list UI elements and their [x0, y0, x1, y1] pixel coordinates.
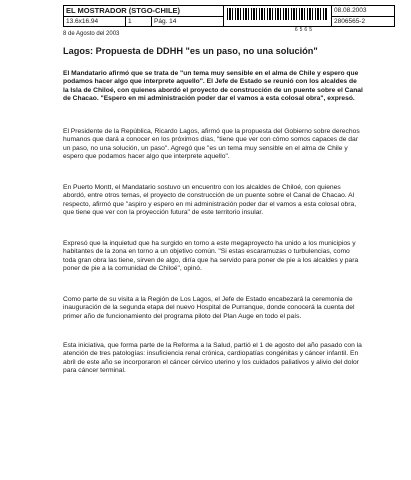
article-paragraph-3: Expresó que la inquietud que ha surgido en torno a este megaproyecto ha unido a los municipios y habitantes de la zona en torno a un objetivo común. "Si estas escaramuzas o turbulencias, como toda gran obra las tiene, sirven de algo, diría que ha servido para poner de pie a los alcaldes y para poner de pie a la comunidad de Chiloé", opinó. [63, 240, 359, 272]
page-number: Pág. 14 [152, 17, 224, 27]
barcode-icon [227, 8, 327, 20]
barcode-text: 6565 [294, 27, 314, 33]
article-paragraph-4: Como parte de su visita a la Región de Los Lagos, el Jefe de Estado encabezará la ceremonia de inauguración de la segunda etapa del nuevo Hospital de Purranque, donde conocerá la cuenta del primer año de funcionamiento del programa piloto del Plan Auge en todo el país. [63, 296, 355, 320]
barcode [224, 6, 332, 27]
article-paragraph-5: Esta iniciativa, que forma parte de la Reforma a la Salud, partió el 1 de agosto del año pasado con la atención de tres patologías: insuficiencia renal crónica, cardiopatías congénitas y cáncer infantil. En abril de este año se incorporaron el cáncer cérvico uterino y los cuidados paliativos y alivio del dolor para cáncer terminal. [63, 342, 362, 374]
article-lead: El Mandatario afirmó que se trata de "un tema muy sensible en el alma de Chile y espero que podamos hacer algo que interprete aquello". El Jefe de Estado se reunió con los alcaldes de la Isla de Chiloé, con quienes abordó el proyecto de construcción de un puente sobre el Canal de Chacao. "Espero en mi administración poder dar el vamos a esta colosal obra", expresó. [63, 70, 363, 102]
publication-date: 8 de Agosto del 2003 [63, 31, 120, 37]
clipping-date: 08.08.2003 [332, 6, 395, 17]
clipping-number: 1 [126, 17, 152, 27]
clipping-header [63, 5, 395, 33]
article-paragraph-2: En Puerto Montt, el Mandatario sostuvo un encuentro con los alcaldes de Chiloé, con quienes abordó, entre otros temas, el proyecto de construcción de un puente sobre el Canal de Chacao. Al respecto, afirmó que "aspiro y espero en mi administración poder dar el vamos a esta colosal obra, que tiene que ver con la proyección futura" de este territorio insular. [63, 184, 357, 216]
source-name: EL MOSTRADOR (STGO-CHILE) [64, 6, 224, 17]
article-title: Lagos: Propuesta de DDHH "es un paso, no una solución" [63, 46, 318, 56]
article-paragraph-1: El Presidente de la República, Ricardo Lagos, afirmó que la propuesta del Gobierno sobre derechos humanos que dará a conocer en los próximos días, "tiene que ver con cómo somos capaces de dar un paso, no una solución, un paso". Agregó que "es un tema muy sensible en el alma de Chile y espero que podamos hacer algo que interprete aquello". [63, 128, 360, 160]
clipping-code: 2806565-2 [334, 18, 366, 25]
clipping-size: 13.6x16.94 [64, 17, 126, 27]
